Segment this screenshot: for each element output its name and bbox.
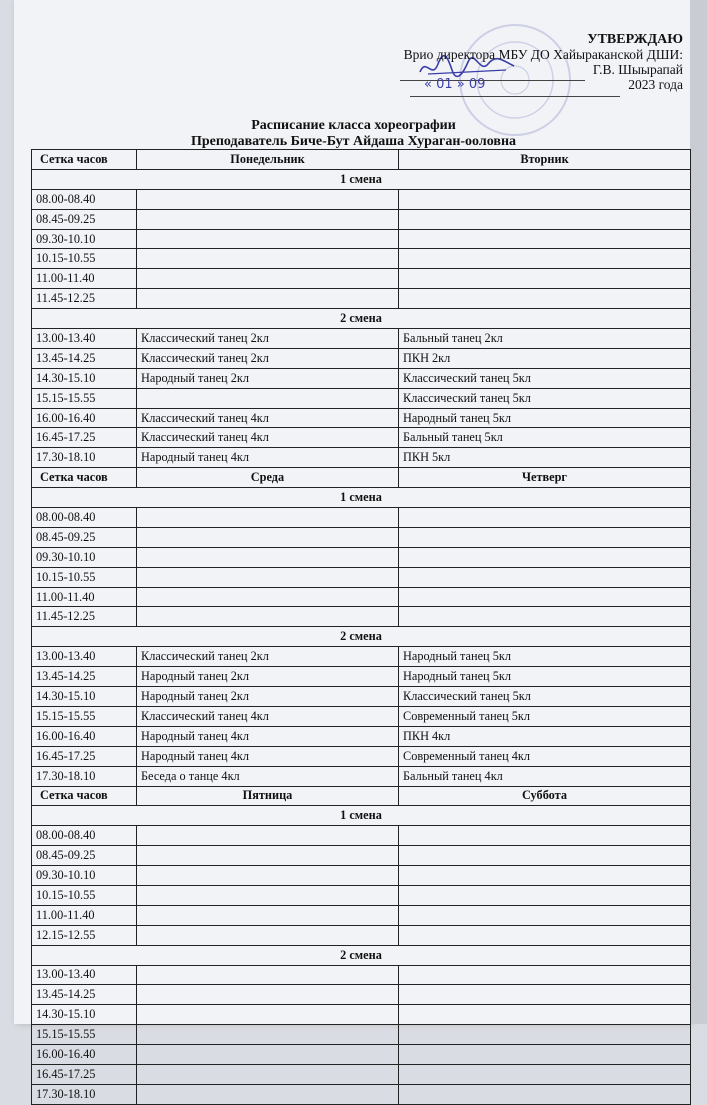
time-cell: 10.15-10.55 [32,885,137,905]
lesson-cell-left [137,229,399,249]
day-header-row [32,468,691,488]
lesson-cell-left [137,388,399,408]
table-row [32,746,691,766]
shift-row [32,945,691,965]
time-cell: 16.00-16.40 [32,408,137,428]
table-row [32,1045,691,1065]
teacher-name: Преподаватель Биче-Бут Айдаша Хураган-ооловна [190,134,517,149]
lesson-cell-left: Классический танец 4кл [137,408,399,428]
lesson-cell-right [399,508,691,528]
table-row [32,985,691,1005]
lesson-cell-right [399,885,691,905]
lesson-cell-left [137,527,399,547]
lesson-cell-right [399,905,691,925]
approval-position: Врио директора МБУ ДО Хайыраканской ДШИ: [403,47,683,62]
approval-name: Г.В. Шыырапай [592,62,683,77]
document-header [0,118,707,150]
lesson-cell-right: Бальный танец 2кл [399,329,691,349]
day-header-left: Пятница [137,786,399,806]
shift-label: 1 смена [32,806,691,826]
background-edge [690,0,707,1024]
lesson-cell-left [137,189,399,209]
lesson-cell-right: ПКН 4кл [399,726,691,746]
lesson-cell-left: Народный танец 2кл [137,667,399,687]
table-row [32,508,691,528]
lesson-cell-right [399,189,691,209]
lesson-cell-left [137,866,399,886]
lesson-cell-right [399,547,691,567]
lesson-cell-right: Народный танец 5кл [399,667,691,687]
lesson-cell-right [399,1025,691,1045]
time-cell: 10.15-10.55 [32,249,137,269]
lesson-cell-right [399,965,691,985]
lesson-cell-right [399,587,691,607]
lesson-cell-left [137,925,399,945]
table-row [32,925,691,945]
time-cell: 13.45-14.25 [32,667,137,687]
table-row [32,527,691,547]
shift-row [32,169,691,189]
lesson-cell-left [137,249,399,269]
lesson-cell-right [399,1045,691,1065]
lesson-cell-left: Народный танец 4кл [137,726,399,746]
time-cell: 13.00-13.40 [32,965,137,985]
time-cell: 11.00-11.40 [32,587,137,607]
time-cell: 15.15-15.55 [32,1025,137,1045]
lesson-cell-left [137,607,399,627]
time-cell: 08.00-08.40 [32,508,137,528]
shift-label: 1 смена [32,488,691,508]
table-row [32,726,691,746]
time-cell: 11.00-11.40 [32,269,137,289]
time-cell: 17.30-18.10 [32,1084,137,1104]
date-line [410,96,620,97]
table-row [32,667,691,687]
lesson-cell-right [399,527,691,547]
schedule-body [32,150,691,1105]
table-row [32,1005,691,1025]
lesson-cell-left [137,289,399,309]
lesson-cell-right [399,1064,691,1084]
time-cell: 17.30-18.10 [32,448,137,468]
time-cell: 08.45-09.25 [32,209,137,229]
lesson-cell-left: Народный танец 2кл [137,368,399,388]
schedule-table [31,149,691,1105]
time-cell: 13.00-13.40 [32,647,137,667]
table-row [32,965,691,985]
lesson-cell-left [137,1045,399,1065]
table-row [32,448,691,468]
lesson-cell-right: Бальный танец 5кл [399,428,691,448]
time-cell: 15.15-15.55 [32,706,137,726]
lesson-cell-right: Современный танец 5кл [399,706,691,726]
lesson-cell-left [137,826,399,846]
time-cell: 11.45-12.25 [32,607,137,627]
lesson-cell-left: Классический танец 4кл [137,706,399,726]
approval-date-day: « 01 » [424,77,465,92]
table-row [32,368,691,388]
lesson-cell-right: Бальный танец 4кл [399,766,691,786]
lesson-cell-right: Народный танец 5кл [399,647,691,667]
time-cell: 13.00-13.40 [32,329,137,349]
time-cell: 09.30-10.10 [32,229,137,249]
lesson-cell-right [399,289,691,309]
table-row [32,1064,691,1084]
table-row [32,826,691,846]
shift-row [32,488,691,508]
time-cell: 10.15-10.55 [32,567,137,587]
table-row [32,607,691,627]
lesson-cell-left: Беседа о танце 4кл [137,766,399,786]
lesson-cell-right: Классический танец 5кл [399,687,691,707]
lesson-cell-left [137,965,399,985]
table-row [32,905,691,925]
lesson-cell-left: Классический танец 2кл [137,329,399,349]
lesson-cell-left [137,1064,399,1084]
time-cell: 16.45-17.25 [32,746,137,766]
lesson-cell-left [137,567,399,587]
time-cell: 08.45-09.25 [32,527,137,547]
lesson-cell-left [137,209,399,229]
table-row [32,348,691,368]
table-row [32,1084,691,1104]
table-row [32,289,691,309]
table-row [32,766,691,786]
lesson-cell-left: Народный танец 4кл [137,746,399,766]
time-cell: 16.45-17.25 [32,428,137,448]
time-cell: 16.00-16.40 [32,726,137,746]
grid-header-cell: Сетка часов [32,468,137,488]
table-row [32,229,691,249]
lesson-cell-right [399,567,691,587]
lesson-cell-left [137,985,399,1005]
table-row [32,687,691,707]
table-row [32,189,691,209]
table-row [32,866,691,886]
table-row [32,209,691,229]
time-cell: 09.30-10.10 [32,547,137,567]
time-cell: 12.15-12.55 [32,925,137,945]
time-cell: 15.15-15.55 [32,388,137,408]
time-cell: 16.45-17.25 [32,1064,137,1084]
time-cell: 14.30-15.10 [32,687,137,707]
lesson-cell-left [137,547,399,567]
lesson-cell-right [399,249,691,269]
time-cell: 09.30-10.10 [32,866,137,886]
time-cell: 14.30-15.10 [32,368,137,388]
grid-header-cell: Сетка часов [32,786,137,806]
day-header-left: Среда [137,468,399,488]
time-cell: 17.30-18.10 [32,766,137,786]
lesson-cell-left: Народный танец 4кл [137,448,399,468]
time-cell: 11.45-12.25 [32,289,137,309]
lesson-cell-left: Народный танец 2кл [137,687,399,707]
lesson-cell-left [137,587,399,607]
shift-label: 2 смена [32,309,691,329]
approval-title: УТВЕРЖДАЮ [587,32,683,47]
lesson-cell-left [137,1084,399,1104]
lesson-cell-left: Классический танец 4кл [137,428,399,448]
time-cell: 08.00-08.40 [32,826,137,846]
table-row [32,408,691,428]
approval-date [424,77,485,92]
lesson-cell-right: Классический танец 5кл [399,388,691,408]
lesson-cell-right [399,866,691,886]
day-header-right: Вторник [399,150,691,170]
day-header-left: Понедельник [137,150,399,170]
table-row [32,269,691,289]
lesson-cell-right [399,1005,691,1025]
lesson-cell-right: Классический танец 5кл [399,368,691,388]
lesson-cell-right [399,269,691,289]
time-cell: 16.00-16.40 [32,1045,137,1065]
lesson-cell-left: Классический танец 2кл [137,348,399,368]
approval-date-month: 09 [468,77,486,92]
table-row [32,249,691,269]
shift-row [32,806,691,826]
table-row [32,547,691,567]
table-row [32,706,691,726]
lesson-cell-right [399,209,691,229]
lesson-cell-left [137,846,399,866]
table-row [32,647,691,667]
approval-year: 2023 года [628,77,683,92]
lesson-cell-right [399,826,691,846]
lesson-cell-left [137,885,399,905]
lesson-cell-right [399,846,691,866]
lesson-cell-right [399,229,691,249]
shift-label: 2 смена [32,945,691,965]
table-row [32,1025,691,1045]
shift-label: 2 смена [32,627,691,647]
time-cell: 11.00-11.40 [32,905,137,925]
shift-label: 1 смена [32,169,691,189]
time-cell: 14.30-15.10 [32,1005,137,1025]
lesson-cell-right: ПКН 5кл [399,448,691,468]
time-cell: 08.45-09.25 [32,846,137,866]
table-row [32,388,691,408]
lesson-cell-left [137,508,399,528]
day-header-row [32,786,691,806]
lesson-cell-left: Классический танец 2кл [137,647,399,667]
lesson-cell-left [137,905,399,925]
shift-row [32,627,691,647]
lesson-cell-left [137,1025,399,1045]
lesson-cell-left [137,269,399,289]
day-header-right: Четверг [399,468,691,488]
table-row [32,846,691,866]
time-cell: 13.45-14.25 [32,348,137,368]
lesson-cell-right [399,985,691,1005]
day-header-row [32,150,691,170]
table-row [32,885,691,905]
table-row [32,329,691,349]
lesson-cell-right: Народный танец 5кл [399,408,691,428]
lesson-cell-right: ПКН 2кл [399,348,691,368]
table-row [32,567,691,587]
shift-row [32,309,691,329]
document-title: Расписание класса хореографии [251,118,456,133]
grid-header-cell: Сетка часов [32,150,137,170]
time-cell: 08.00-08.40 [32,189,137,209]
lesson-cell-right: Современный танец 4кл [399,746,691,766]
time-cell: 13.45-14.25 [32,985,137,1005]
lesson-cell-left [137,1005,399,1025]
lesson-cell-right [399,925,691,945]
lesson-cell-right [399,1084,691,1104]
day-header-right: Суббота [399,786,691,806]
table-row [32,428,691,448]
table-row [32,587,691,607]
lesson-cell-right [399,607,691,627]
